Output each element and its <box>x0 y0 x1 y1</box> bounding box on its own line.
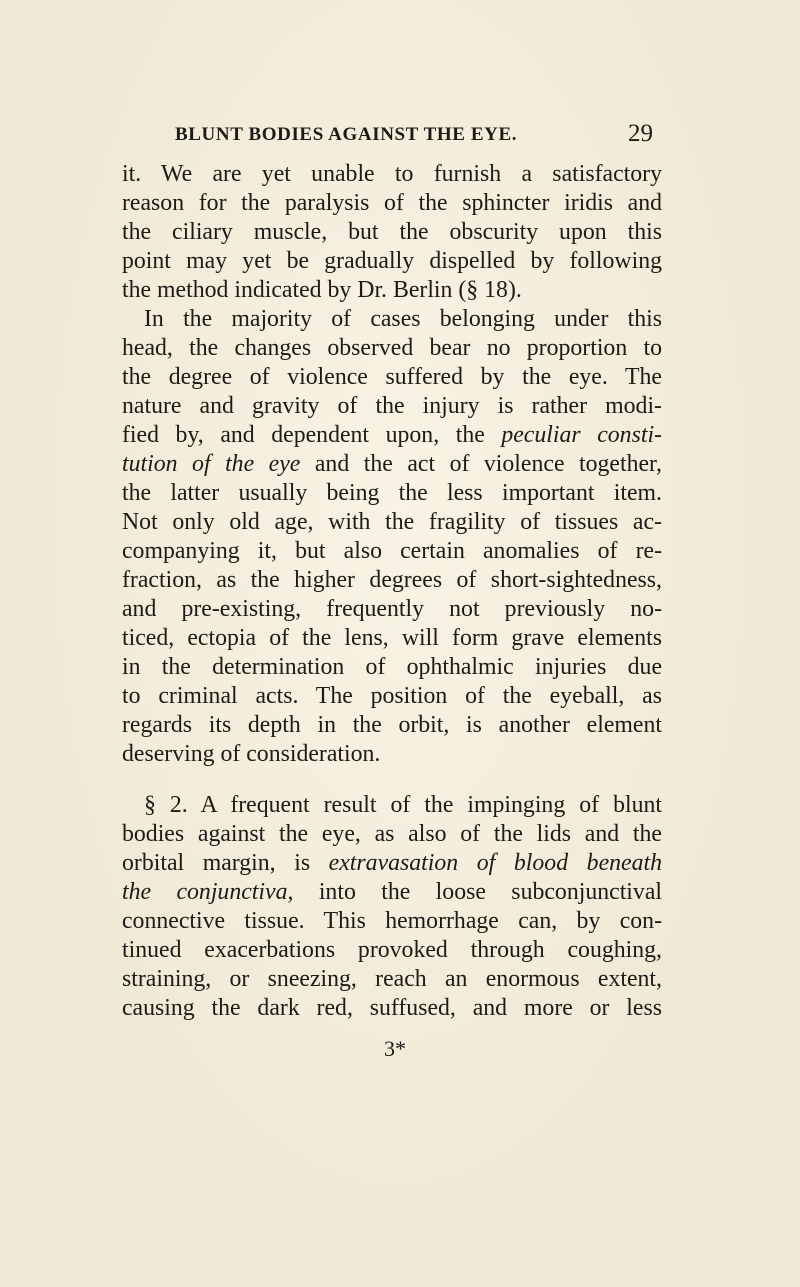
text-line: head, the changes observed bear no proportion to <box>122 335 662 361</box>
body-text <box>122 160 662 1023</box>
text-line: the method indicated by Dr. Berlin (§ 18). <box>122 277 522 303</box>
text-line: nature and gravity of the injury is rather modi- <box>122 393 662 419</box>
text-line: the ciliary muscle, but the obscurity upon this <box>122 219 662 245</box>
text-line: ticed, ectopia of the lens, will form grave elements <box>122 625 662 651</box>
text-run: and the act of violence together, <box>300 451 662 477</box>
italic-phrase: extravasation of blood beneath <box>328 850 662 876</box>
italic-phrase: peculiar consti- <box>501 422 662 448</box>
text-line: the degree of violence suffered by the eye. The <box>122 364 662 390</box>
page-header <box>175 120 653 154</box>
text-line <box>122 421 662 450</box>
text-line: § 2. A frequent result of the impinging of blunt <box>144 792 662 818</box>
italic-phrase: tution of the eye <box>122 451 301 477</box>
italic-phrase: the conjunctiva <box>122 879 288 905</box>
text-line: Not only old age, with the fragility of tissues ac- <box>122 509 662 535</box>
text-line <box>122 450 662 479</box>
text-line: fraction, as the higher degrees of short-sightedness, <box>122 567 662 593</box>
text-line: and pre-existing, frequently not previously no- <box>122 596 662 622</box>
text-run: orbital margin, is <box>122 850 329 876</box>
page-number: 29 <box>628 120 653 147</box>
text-run: , into the loose subconjunctival <box>287 879 662 905</box>
text-line: regards its depth in the orbit, is another element <box>122 712 662 738</box>
text-line: In the majority of cases belonging under this <box>144 306 662 332</box>
paragraph-3 <box>122 791 662 1023</box>
text-line: straining, or sneezing, reach an enormous extent, <box>122 966 662 992</box>
text-line: the latter usually being the less important item. <box>122 480 662 506</box>
text-line: it. We are yet unable to furnish a satisfactory <box>122 161 662 187</box>
paragraph-1 <box>122 160 662 305</box>
running-head: BLUNT BODIES AGAINST THE EYE. <box>175 124 518 145</box>
text-line: in the determination of ophthalmic injuries due <box>122 654 662 680</box>
text-run: fied by, and dependent upon, the <box>122 422 502 448</box>
text-line: causing the dark red, suffused, and more or less <box>122 995 662 1021</box>
paragraph-gap <box>122 769 662 791</box>
text-line: connective tissue. This hemorrhage can, by con- <box>122 908 662 934</box>
text-line: companying it, but also certain anomalies of re- <box>122 538 662 564</box>
paragraph-2 <box>122 305 662 769</box>
text-line: to criminal acts. The position of the eyeball, as <box>122 683 662 709</box>
text-line: bodies against the eye, as also of the lids and the <box>122 821 662 847</box>
text-line: point may yet be gradually dispelled by following <box>122 248 662 274</box>
text-line <box>122 878 662 907</box>
text-line: reason for the paralysis of the sphincter iridis and <box>122 190 662 216</box>
text-line: deserving of consideration. <box>122 741 381 767</box>
signature-mark: 3* <box>384 1036 406 1061</box>
text-line <box>122 849 662 878</box>
text-line: tinued exacerbations provoked through coughing, <box>122 937 662 963</box>
